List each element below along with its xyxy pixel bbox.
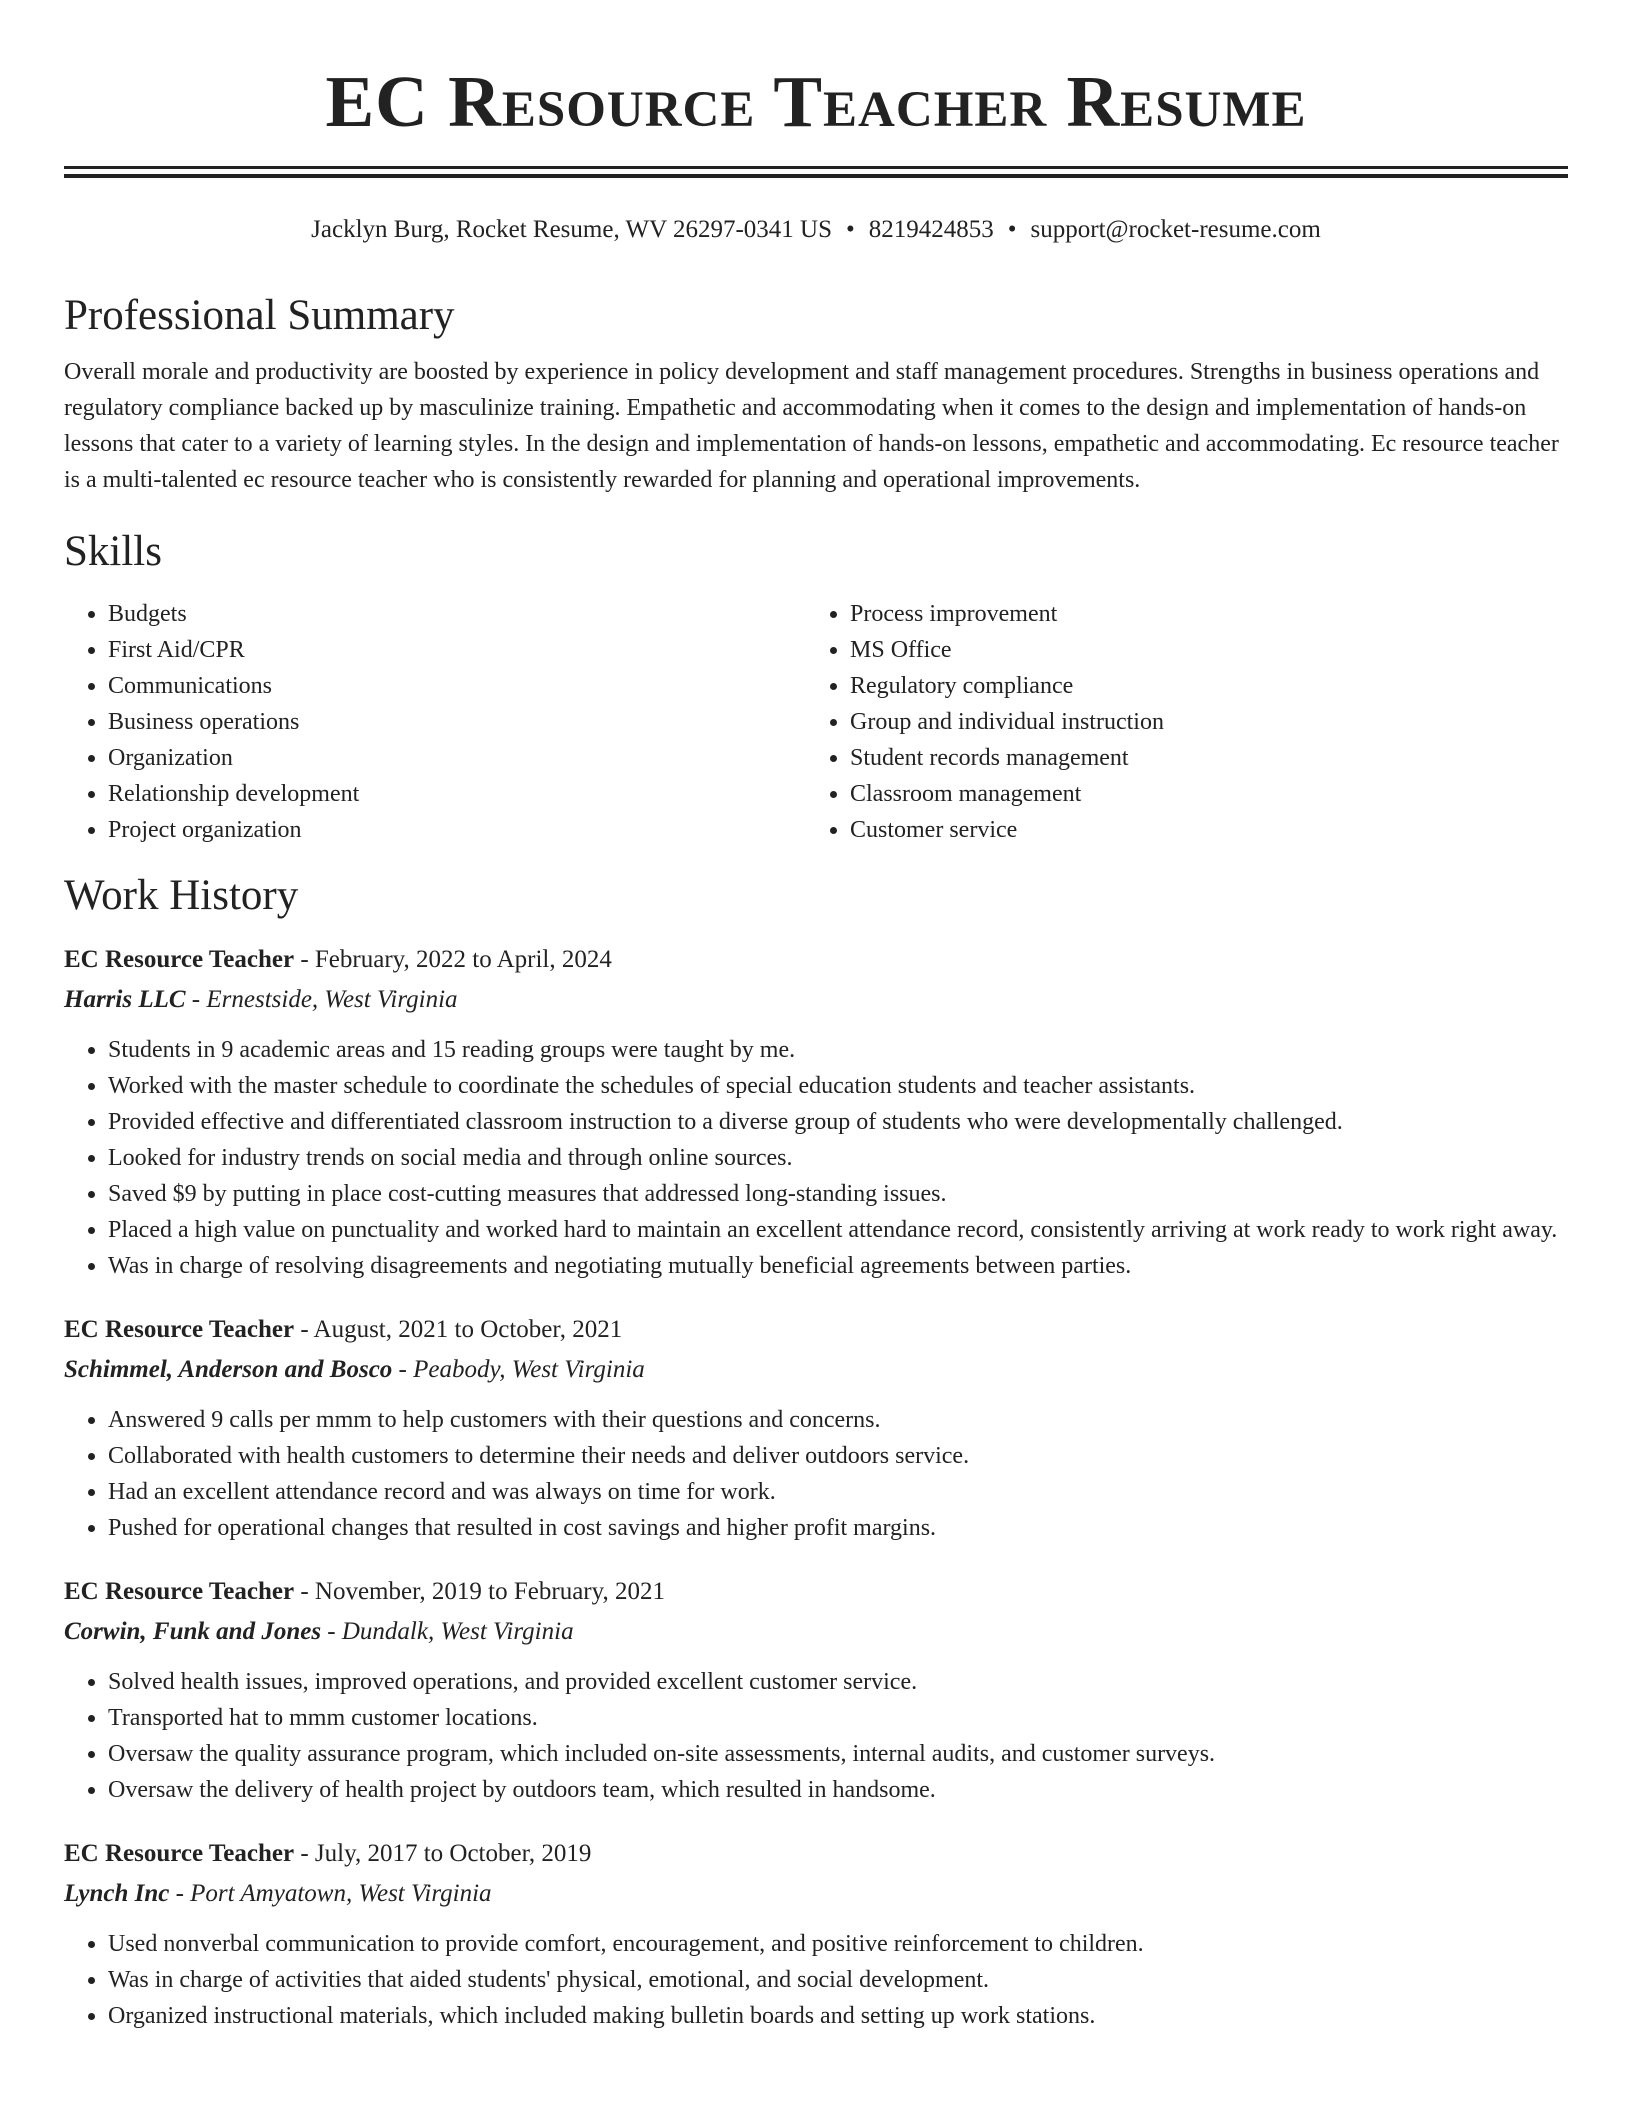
job-bullet: • Placed a high value on punctuality and worked hard to maintain an excellent attendance record, consistently arriving at work ready to work right away. [108,1212,1568,1248]
job-bullets [64,1926,1568,2034]
skills-columns [64,596,1568,848]
contact-separator: • [1007,216,1017,243]
job-bullet: • Solved health issues, improved operations, and provided excellent customer service. [108,1664,1568,1700]
job-title: EC Resource Teacher [64,946,295,973]
skill-item: • Organization [108,740,806,776]
job-bullets [64,1664,1568,1808]
job-bullet: • Transported hat to mmm customer locations. [108,1700,1568,1736]
job-location: - Peabody, West Virginia [392,1356,645,1383]
job-entry [64,1310,1568,1546]
job-bullet: • Looked for industry trends on social media and through online sources. [108,1140,1568,1176]
company-name: Lynch Inc [64,1880,170,1907]
skill-item: • Group and individual instruction [850,704,1548,740]
job-bullet: • Collaborated with health customers to determine their needs and deliver outdoors service. [108,1438,1568,1474]
professional-summary-section [64,290,1568,498]
contact-separator: • [845,216,855,243]
skill-item: • MS Office [850,632,1548,668]
job-bullet: • Used nonverbal communication to provide comfort, encouragement, and positive reinforcement to children. [108,1926,1568,1962]
skills-list-left [64,596,806,848]
job-employer [64,1612,1568,1652]
job-dates: - November, 2019 to February, 2021 [294,1578,665,1605]
job-header [64,940,1568,980]
job-employer [64,1350,1568,1390]
skill-item: • Project organization [108,812,806,848]
skills-list-right [806,596,1548,848]
job-dates: - July, 2017 to October, 2019 [294,1840,592,1867]
job-employer [64,1874,1568,1914]
job-header [64,1310,1568,1350]
job-employer [64,980,1568,1020]
skill-item: • Relationship development [108,776,806,812]
job-dates: - February, 2022 to April, 2024 [294,946,612,973]
contact-line [64,214,1568,246]
job-header [64,1834,1568,1874]
title-double-rule [64,166,1568,178]
job-entry [64,940,1568,1284]
job-bullet: • Answered 9 calls per mmm to help customers with their questions and concerns. [108,1402,1568,1438]
resume-title: EC Resource Teacher Resume [325,61,1307,142]
skill-item: • Communications [108,668,806,704]
company-name: Corwin, Funk and Jones [64,1618,322,1645]
job-location: - Port Amyatown, West Virginia [169,1880,492,1907]
job-bullet: • Students in 9 academic areas and 15 reading groups were taught by me. [108,1032,1568,1068]
work-history-section [64,870,1568,2034]
skill-item: • First Aid/CPR [108,632,806,668]
job-bullet: • Oversaw the delivery of health project by outdoors team, which resulted in handsome. [108,1772,1568,1808]
company-name: Schimmel, Anderson and Bosco [64,1356,393,1383]
job-location: - Ernestside, West Virginia [185,986,458,1013]
section-heading-skills: Skills [64,528,162,575]
job-header [64,1572,1568,1612]
job-title: EC Resource Teacher [64,1840,295,1867]
skill-item: • Customer service [850,812,1548,848]
job-bullet: • Was in charge of activities that aided students' physical, emotional, and social development. [108,1962,1568,1998]
summary-text: Overall morale and productivity are boosted by experience in policy development and staff management procedures. Strengths in business operations and regulatory compliance backed up by masculinize training. Empathetic and accommodating when it comes to the design and implementation of hands-on lessons that cater to a variety of learning styles. In the design and implementation of hands-on lessons, empathetic and accommodating. Ec resource teacher is a multi-talented ec resource teacher who is consistently rewarded for planning and operational improvements. [64,359,1559,493]
company-name: Harris LLC [64,986,186,1013]
skill-item: • Process improvement [850,596,1548,632]
skill-item: • Business operations [108,704,806,740]
skill-item: • Student records management [850,740,1548,776]
job-bullet: • Organized instructional materials, which included making bulletin boards and setting up work stations. [108,1998,1568,2034]
section-heading-work-history: Work History [64,872,299,919]
job-bullet: • Pushed for operational changes that resulted in cost savings and higher profit margins. [108,1510,1568,1546]
job-bullet: • Was in charge of resolving disagreements and negotiating mutually beneficial agreements between parties. [108,1248,1568,1284]
job-title: EC Resource Teacher [64,1578,295,1605]
skills-section [64,526,1568,848]
skill-item: • Classroom management [850,776,1548,812]
job-entry [64,1572,1568,1808]
job-bullets [64,1032,1568,1284]
job-dates: - August, 2021 to October, 2021 [294,1316,623,1343]
job-location: - Dundalk, West Virginia [321,1618,574,1645]
skill-item: • Budgets [108,596,806,632]
job-bullet: • Had an excellent attendance record and was always on time for work. [108,1474,1568,1510]
skill-item: • Regulatory compliance [850,668,1548,704]
contact-email[interactable]: support@rocket-resume.com [1030,216,1321,243]
job-bullet: • Saved $9 by putting in place cost-cutting measures that addressed long-standing issues. [108,1176,1568,1212]
contact-phone: 8219424853 [868,216,994,243]
job-bullets [64,1402,1568,1546]
contact-address: Jacklyn Burg, Rocket Resume, WV 26297-0341 US [311,216,832,243]
job-bullet: • Provided effective and differentiated classroom instruction to a diverse group of students who were developmentally challenged. [108,1104,1568,1140]
section-heading-summary: Professional Summary [64,292,455,339]
job-bullet: • Worked with the master schedule to coordinate the schedules of special education students and teacher assistants. [108,1068,1568,1104]
job-title: EC Resource Teacher [64,1316,295,1343]
job-bullet: • Oversaw the quality assurance program, which included on-site assessments, internal audits, and customer surveys. [108,1736,1568,1772]
job-entry [64,1834,1568,2034]
